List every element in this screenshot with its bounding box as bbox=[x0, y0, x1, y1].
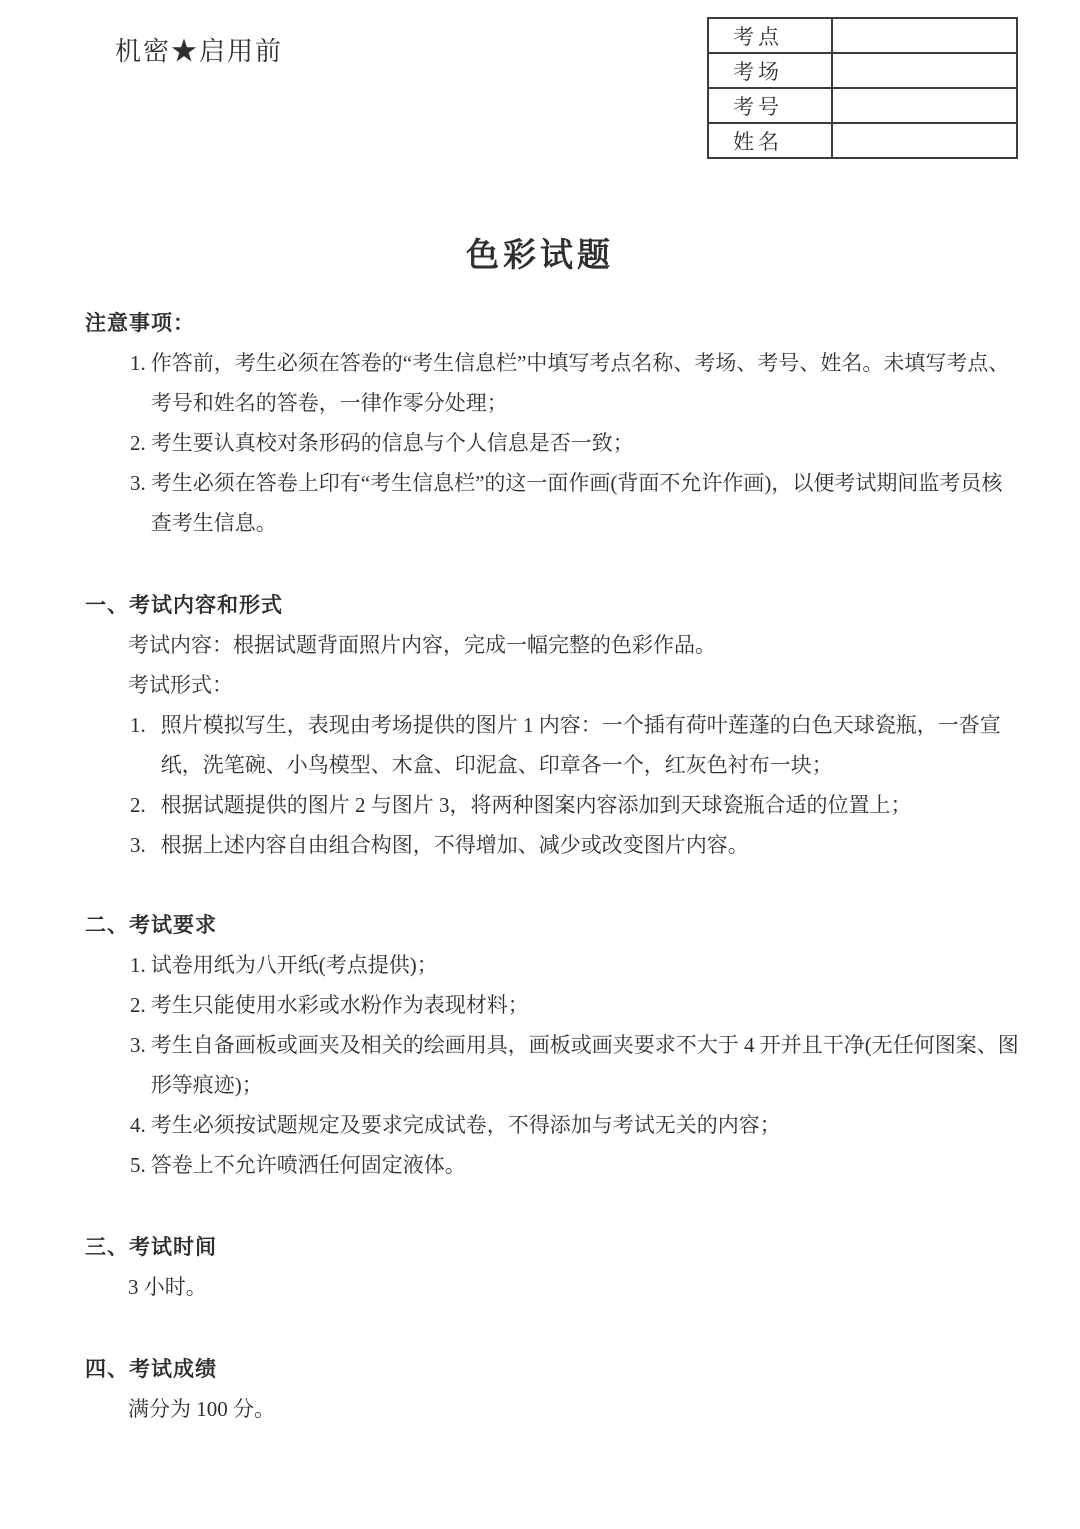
item-text: 根据上述内容自由组合构图，不得增加、减少或改变图片内容。 bbox=[160, 833, 749, 857]
paragraph: 考试形式： bbox=[128, 673, 233, 697]
item-text: 考生只能使用水彩或水粉作为表现材料； bbox=[150, 993, 529, 1017]
section-heading: 二、考试要求 bbox=[85, 913, 217, 937]
item-number: 1. bbox=[130, 351, 146, 375]
paragraph: 3 小时。 bbox=[128, 1275, 207, 1299]
exam-site-label: 考点 bbox=[708, 18, 832, 53]
list-item bbox=[85, 343, 1020, 423]
item-text: 根据试题提供的图片 2 与图片 3，将两种图案内容添加到天球瓷瓶合适的位置上； bbox=[160, 793, 912, 817]
paragraph: 考试内容：根据试题背面照片内容，完成一幅完整的色彩作品。 bbox=[128, 633, 716, 657]
section-score bbox=[85, 1349, 1020, 1429]
item-text: 考生必须在答卷上印有“考生信息栏”的这一面作画(背面不允许作画)，以便考试期间监考员核查考生信息。 bbox=[150, 471, 1003, 535]
list-item bbox=[85, 1105, 1020, 1145]
item-text: 照片模拟写生，表现由考场提供的图片 1 内容：一个插有荷叶莲蓬的白色天球瓷瓶，一沓宣纸，洗笔碗、小鸟模型、木盒、印泥盒、印章各一个，红灰色衬布一块； bbox=[160, 713, 1001, 777]
confidential-label: 机密★启用前 bbox=[115, 37, 284, 66]
page-title: 色彩试题 bbox=[466, 238, 614, 274]
list-item bbox=[85, 463, 1020, 543]
section-list bbox=[85, 705, 1020, 865]
item-text: 考生必须按试题规定及要求完成试卷，不得添加与考试无关的内容； bbox=[150, 1113, 781, 1137]
item-text: 考生自备画板或画夹及相关的绘画用具，画板或画夹要求不大于 4 开并且干净(无任何图案、图形等痕迹)； bbox=[150, 1033, 1019, 1097]
table-row bbox=[708, 18, 1017, 53]
section-time bbox=[85, 1227, 1020, 1307]
exam-room-label: 考场 bbox=[708, 53, 832, 88]
item-number: 3. bbox=[130, 1033, 146, 1057]
item-number: 1. bbox=[130, 953, 146, 977]
item-text: 答卷上不允许喷洒任何固定液体。 bbox=[150, 1153, 466, 1177]
section-heading: 三、考试时间 bbox=[85, 1235, 217, 1259]
table-row bbox=[708, 88, 1017, 123]
section-heading: 四、考试成绩 bbox=[85, 1357, 217, 1381]
item-number: 2. bbox=[130, 793, 146, 817]
list-item bbox=[85, 705, 1020, 785]
list-item bbox=[85, 1025, 1020, 1105]
section-requirements bbox=[85, 905, 1020, 1185]
section-list bbox=[85, 945, 1020, 1185]
section-heading: 一、考试内容和形式 bbox=[85, 593, 283, 617]
exam-site-value bbox=[832, 18, 1017, 53]
list-item bbox=[85, 785, 1020, 825]
candidate-name-value bbox=[832, 123, 1017, 158]
item-number: 2. bbox=[130, 431, 146, 455]
exam-number-label: 考号 bbox=[708, 88, 832, 123]
list-item bbox=[85, 945, 1020, 985]
item-number: 3. bbox=[130, 471, 146, 495]
list-item bbox=[85, 825, 1020, 865]
list-item bbox=[85, 1145, 1020, 1185]
page-header bbox=[0, 0, 1080, 159]
exam-number-value bbox=[832, 88, 1017, 123]
item-number: 5. bbox=[130, 1153, 146, 1177]
list-item bbox=[85, 423, 1020, 463]
item-number: 1. bbox=[130, 713, 146, 737]
candidate-info-table bbox=[707, 17, 1018, 159]
item-text: 考生要认真校对条形码的信息与个人信息是否一致； bbox=[150, 431, 634, 455]
item-text: 试卷用纸为八开纸(考点提供)； bbox=[150, 953, 438, 977]
document-body bbox=[0, 303, 1080, 1429]
item-number: 3. bbox=[130, 833, 146, 857]
paragraph: 满分为 100 分。 bbox=[128, 1397, 275, 1421]
candidate-name-label: 姓名 bbox=[708, 123, 832, 158]
notices-heading: 注意事项： bbox=[85, 311, 195, 335]
table-row bbox=[708, 123, 1017, 158]
table-row bbox=[708, 53, 1017, 88]
section-content-and-form bbox=[85, 585, 1020, 865]
exam-room-value bbox=[832, 53, 1017, 88]
notices-list bbox=[85, 343, 1020, 543]
list-item bbox=[85, 985, 1020, 1025]
item-number: 2. bbox=[130, 993, 146, 1017]
item-text: 作答前，考生必须在答卷的“考生信息栏”中填写考点名称、考场、考号、姓名。未填写考点、考号和姓名的答卷，一律作零分处理； bbox=[150, 351, 1010, 415]
item-number: 4. bbox=[130, 1113, 146, 1137]
